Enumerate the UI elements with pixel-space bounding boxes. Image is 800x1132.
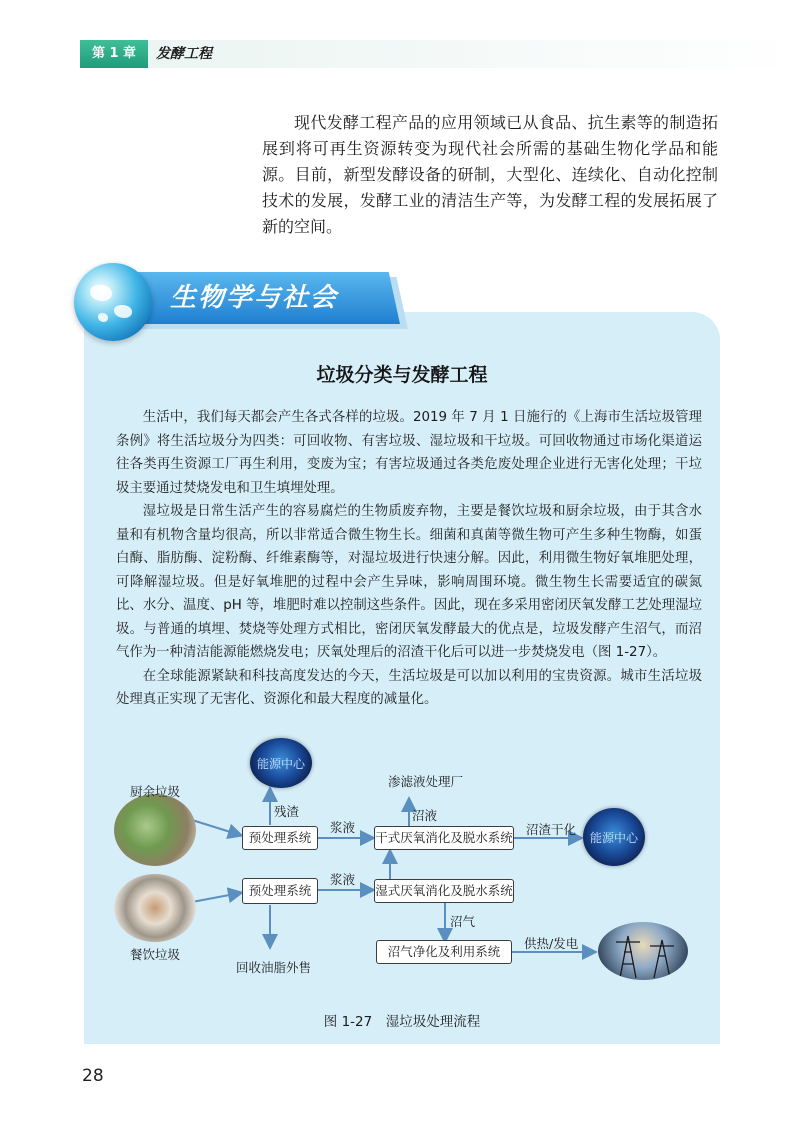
article-title: 垃圾分类与发酵工程: [316, 364, 488, 386]
dry-anaerobic-system: 干式厌氧消化及脱水系统: [374, 826, 514, 850]
heat-power-label: 供热/发电: [524, 936, 579, 951]
chapter-badge: 第 1 章: [80, 40, 148, 68]
biogas-liquid-label: 沼液: [412, 808, 438, 823]
paragraph: 湿垃圾是日常生活产生的容易腐烂的生物质废弃物，主要是餐饮垃圾和厨余垃圾，由于其含水量和有机物含量均很高，所以非常适合微生物生长。细菌和真菌等微生物可产生多种生物酶，如蛋白酶、脂肪酶、淀粉酶、纤维素酶等，对湿垃圾进行快速分解。因此，利用微生物好氧堆肥处理，可降解湿垃圾。但是好氧堆肥的过程中会产生异味，影响周围环境。微生物生长需要适宜的碳氮比、水分、温度、pH 等，堆肥时难以控制这些条件。因此，现在多采用密闭厌氧发酵工艺处理湿垃圾。与普通的填埋、焚烧等处理方式相比，密闭厌氧发酵最大的优点是，垃圾发酵产生沼气，而沼气作为一种清洁能源能燃烧发电；厌氧处理后的沼渣干化后可以进一步焚烧发电（图 1-27）。: [116, 504, 702, 660]
power-tower-photo: [598, 922, 688, 980]
slurry-label-2: 浆液: [330, 872, 356, 887]
chapter-title: 发酵工程: [156, 46, 212, 62]
flow-diagram: [100, 732, 710, 1007]
catering-waste-photo: [114, 874, 196, 942]
residue-label: 残渣: [274, 804, 300, 819]
paragraph: 在全球能源紧缺和科技高度发达的今天，生活垃圾是可以加以利用的宝贵资源。城市生活垃圾处理真正实现了无害化、资源化和最大程度的减量化。: [116, 668, 702, 707]
energy-center-top: [250, 738, 312, 788]
biogas-label: 沼气: [450, 914, 476, 929]
energy-center-right-label: 能源中心: [589, 831, 638, 845]
figure-caption: 图 1-27 湿垃圾处理流程: [323, 1014, 481, 1030]
oil-recycle-label: 回收油脂外售: [236, 960, 312, 975]
kitchen-waste-label: 厨余垃圾: [130, 784, 181, 799]
arrow: [192, 893, 240, 902]
slurry-label-1: 浆液: [330, 820, 356, 835]
page-number: 28: [82, 1066, 104, 1086]
section-title: 生物学与社会: [170, 283, 339, 313]
paragraph: 生活中，我们每天都会产生各式各样的垃圾。2019 年 7 月 1 日施行的《上海市生活垃圾管理条例》将生活垃圾分为四类：可回收物、有害垃圾、湿垃圾和干垃圾。可回收物通过市场化渠道运往各类再生资源工厂再生利用，变废为宝；有害垃圾通过各类危废处理企业进行无害化处理；干垃圾主要通过焚烧发电和卫生填埋处理。: [116, 410, 702, 496]
leachate-plant-label: 渗滤液处理厂: [388, 774, 464, 789]
intro-paragraph: 现代发酵工程产品的应用领域已从食品、抗生素等的制造拓展到将可再生资源转变为现代社会所需的基础生物化学品和能源。目前，新型发酵设备的研制，大型化、连续化、自动化控制技术的发展，发酵工业的清洁生产等，为发酵工程的发展拓展了新的空间。: [262, 113, 718, 236]
catering-waste-label: 餐饮垃圾: [130, 947, 181, 962]
arrow: [192, 820, 240, 835]
wet-anaerobic-system: 湿式厌氧消化及脱水系统: [374, 879, 514, 903]
biogas-system: 沼气净化及利用系统: [376, 940, 512, 964]
kitchen-waste-photo: [114, 794, 196, 866]
energy-center-top-label: 能源中心: [256, 757, 305, 771]
pretreat-system-2: 预处理系统: [242, 878, 318, 904]
globe-icon: [74, 263, 152, 341]
article-body: [116, 406, 702, 712]
digestate-drying-label: 沼渣干化: [526, 822, 577, 837]
energy-center-right: [583, 808, 645, 866]
pretreat-system-1: 预处理系统: [242, 826, 318, 850]
power-tower-icon: [598, 922, 688, 980]
